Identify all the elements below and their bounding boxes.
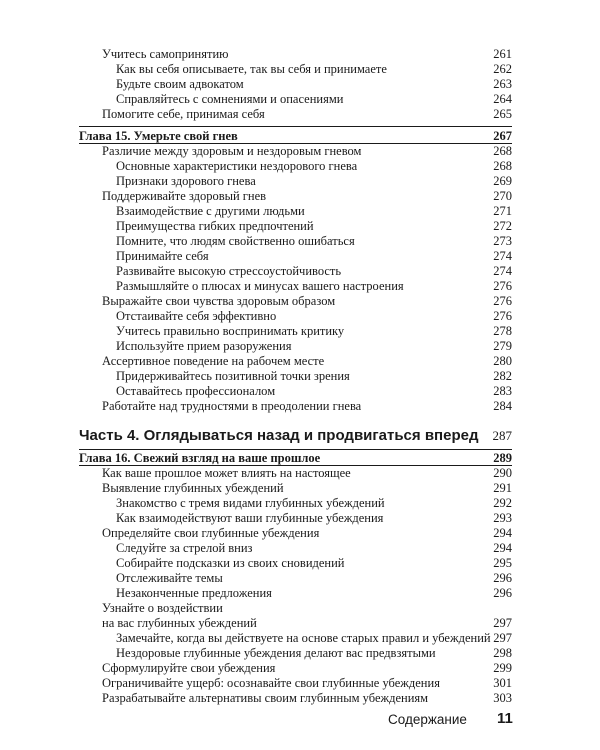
toc-entry-title: Следуйте за стрелой вниз xyxy=(116,541,253,555)
toc-entry-title: Выражайте свои чувства здоровым образом xyxy=(102,294,336,308)
toc-entry-title: Размышляйте о плюсах и минусах вашего настроения xyxy=(116,279,404,293)
page-number: 11 xyxy=(497,710,513,727)
toc-entry-title: Сформулируйте свои убеждения xyxy=(102,661,276,675)
toc-entry xyxy=(116,570,512,586)
toc-entry-title: Взаимодействие с другими людьми xyxy=(116,204,305,218)
toc-entry-title: Учитесь самопринятию xyxy=(102,47,229,61)
toc-entry-title: Поддерживайте здоровый гнев xyxy=(102,189,267,203)
toc-entry-title: Разрабатывайте альтернативы своим глубинным убеждениям xyxy=(102,691,429,705)
toc-entry xyxy=(116,278,512,294)
toc-chapter-entry xyxy=(79,450,512,466)
toc-entry xyxy=(116,383,512,399)
toc-entry xyxy=(102,143,512,159)
toc-entry xyxy=(116,61,512,77)
toc-entry-page: 297 xyxy=(493,631,512,645)
toc-entry-continuation xyxy=(102,615,512,631)
toc-entry-page: 289 xyxy=(493,451,512,465)
toc-entry xyxy=(116,323,512,339)
toc-entry xyxy=(116,645,512,661)
toc-entry-page: 283 xyxy=(493,384,512,398)
toc-entry xyxy=(116,263,512,279)
toc-entry xyxy=(102,690,512,706)
toc-entry-page: 271 xyxy=(493,204,512,218)
toc-chapter-title: Глава 15. Умерьте свой гнев xyxy=(79,129,238,143)
toc-entry-title: на вас глубинных убеждений xyxy=(102,616,257,630)
toc-entry-page: 278 xyxy=(493,324,512,338)
toc-entry-page: 298 xyxy=(493,646,512,660)
toc-entry-title: Незаконченные предложения xyxy=(116,586,272,600)
toc-entry xyxy=(116,203,512,219)
toc-entry xyxy=(116,495,512,511)
toc-entry-title: Определяйте свои глубинные убеждения xyxy=(102,526,320,540)
toc-entry-page: 294 xyxy=(493,541,512,555)
toc-entry-page: 279 xyxy=(493,339,512,353)
toc-entry xyxy=(102,293,512,309)
toc-entry-title: Как вы себя описываете, так вы себя и принимаете xyxy=(116,62,387,76)
toc-entry-title: Нездоровые глубинные убеждения делают вас предвзятыми xyxy=(116,646,436,660)
toc-entry-page: 294 xyxy=(493,526,512,540)
toc-entry xyxy=(116,555,512,571)
toc-entry xyxy=(102,353,512,369)
toc-entry-page: 274 xyxy=(493,264,512,278)
toc-entry xyxy=(116,233,512,249)
toc-entry-title: Признаки здорового гнева xyxy=(116,174,256,188)
toc-entry-title: Знакомство с тремя видами глубинных убеждений xyxy=(116,496,385,510)
toc-entry-page: 274 xyxy=(493,249,512,263)
toc-entry-title: Оставайтесь профессионалом xyxy=(116,384,276,398)
toc-entry-title: Основные характеристики нездорового гнева xyxy=(116,159,358,173)
toc-entry xyxy=(102,480,512,496)
toc-entry-page: 303 xyxy=(493,691,512,705)
toc-entry-page: 264 xyxy=(493,92,512,106)
toc-entry-page: 287 xyxy=(492,428,512,443)
toc-entry xyxy=(116,630,512,646)
toc-entry-title: Как ваше прошлое может влиять на настоящее xyxy=(102,466,351,480)
toc-entry xyxy=(116,585,512,601)
toc-entry-title: Помогите себе, принимая себя xyxy=(102,107,265,121)
toc-entry-page: 261 xyxy=(493,47,512,61)
toc-entry xyxy=(116,218,512,234)
toc-entry-title: Принимайте себя xyxy=(116,249,209,263)
toc-entry-title: Ассертивное поведение на рабочем месте xyxy=(102,354,325,368)
toc-entry-title: Преимущества гибких предпочтений xyxy=(116,219,314,233)
toc-entry xyxy=(116,91,512,107)
toc-entry-title: Будьте своим адвокатом xyxy=(116,77,244,91)
toc-entry-page: 276 xyxy=(493,279,512,293)
toc-entry-page: 267 xyxy=(493,129,512,143)
toc-entry xyxy=(116,540,512,556)
toc-entry xyxy=(102,525,512,541)
toc-entry xyxy=(116,158,512,174)
toc-entry-page: 296 xyxy=(493,586,512,600)
toc-entry-page: 296 xyxy=(493,571,512,585)
toc-entry-title: Помните, что людям свойственно ошибаться xyxy=(116,234,355,248)
toc-entry-page: 295 xyxy=(493,556,512,570)
toc-entry-page: 299 xyxy=(493,661,512,675)
toc-entry-title: Используйте прием разоружения xyxy=(116,339,292,353)
toc-entry xyxy=(102,675,512,691)
toc-entry-page: 263 xyxy=(493,77,512,91)
toc-entry xyxy=(102,106,512,122)
toc-entry xyxy=(116,248,512,264)
toc-entry-title: Как взаимодействуют ваши глубинные убеждения xyxy=(116,511,384,525)
toc-entry-title: Справляйтесь с сомнениями и опасениями xyxy=(116,92,344,106)
toc-entry xyxy=(116,173,512,189)
toc-entry-page: 301 xyxy=(493,676,512,690)
toc-entry-page: 282 xyxy=(493,369,512,383)
toc-entry xyxy=(102,188,512,204)
toc-entry-page: 270 xyxy=(493,189,512,203)
toc-entry-title: Выявление глубинных убеждений xyxy=(102,481,284,495)
toc-chapter-entry xyxy=(79,128,512,144)
toc-entry-title: Отстаивайте себя эффективно xyxy=(116,309,277,323)
toc-entry xyxy=(116,308,512,324)
toc-entry-page: 297 xyxy=(493,616,512,630)
toc-entry-page: 265 xyxy=(493,107,512,121)
toc-entry xyxy=(116,338,512,354)
toc-entry xyxy=(102,660,512,676)
toc-entry-page: 272 xyxy=(493,219,512,233)
toc-entry-page: 268 xyxy=(493,144,512,158)
toc-entry-title: Замечайте, когда вы действуете на основе старых правил и убеждений xyxy=(116,631,491,645)
toc-entry-page: 292 xyxy=(493,496,512,510)
toc-entry-title: Узнайте о воздействии xyxy=(102,601,223,615)
toc-entry-page: 268 xyxy=(493,159,512,173)
toc-chapter-title: Глава 16. Свежий взгляд на ваше прошлое xyxy=(79,451,321,465)
toc-entry xyxy=(116,368,512,384)
toc-entry xyxy=(102,465,512,481)
running-footer-label: Содержание xyxy=(388,712,467,727)
toc-entry xyxy=(116,76,512,92)
toc-entry-title: Учитесь правильно воспринимать критику xyxy=(116,324,345,338)
toc-entry-title: Работайте над трудностями в преодолении гнева xyxy=(102,399,362,413)
toc-entry-page: 276 xyxy=(493,294,512,308)
toc-entry-title: Развивайте высокую стрессоустойчивость xyxy=(116,264,342,278)
toc-entry-page: 290 xyxy=(493,466,512,480)
toc-entry-page: 276 xyxy=(493,309,512,323)
toc-entry-page: 280 xyxy=(493,354,512,368)
toc-part-title: Часть 4. Оглядываться назад и продвигаться вперед xyxy=(79,427,479,444)
toc-entry-page: 293 xyxy=(493,511,512,525)
toc-entry-title: Собирайте подсказки из своих сновидений xyxy=(116,556,345,570)
toc-entry-title: Отслеживайте темы xyxy=(116,571,223,585)
toc-entry-title: Различие между здоровым и нездоровым гневом xyxy=(102,144,362,158)
chapter-divider xyxy=(79,126,512,127)
toc-entry xyxy=(102,46,512,62)
toc-entry-page: 273 xyxy=(493,234,512,248)
toc-part-entry xyxy=(79,426,512,446)
toc-entry xyxy=(102,600,512,616)
toc-entry-title: Придерживайтесь позитивной точки зрения xyxy=(116,369,350,383)
toc-entry-page: 269 xyxy=(493,174,512,188)
toc-entry-title: Ограничивайте ущерб: осознавайте свои глубинные убеждения xyxy=(102,676,440,690)
toc-entry-page: 284 xyxy=(493,399,512,413)
toc-entry xyxy=(116,510,512,526)
toc-entry xyxy=(102,398,512,414)
toc-entry-page: 291 xyxy=(493,481,512,495)
toc-entry-page: 262 xyxy=(493,62,512,76)
